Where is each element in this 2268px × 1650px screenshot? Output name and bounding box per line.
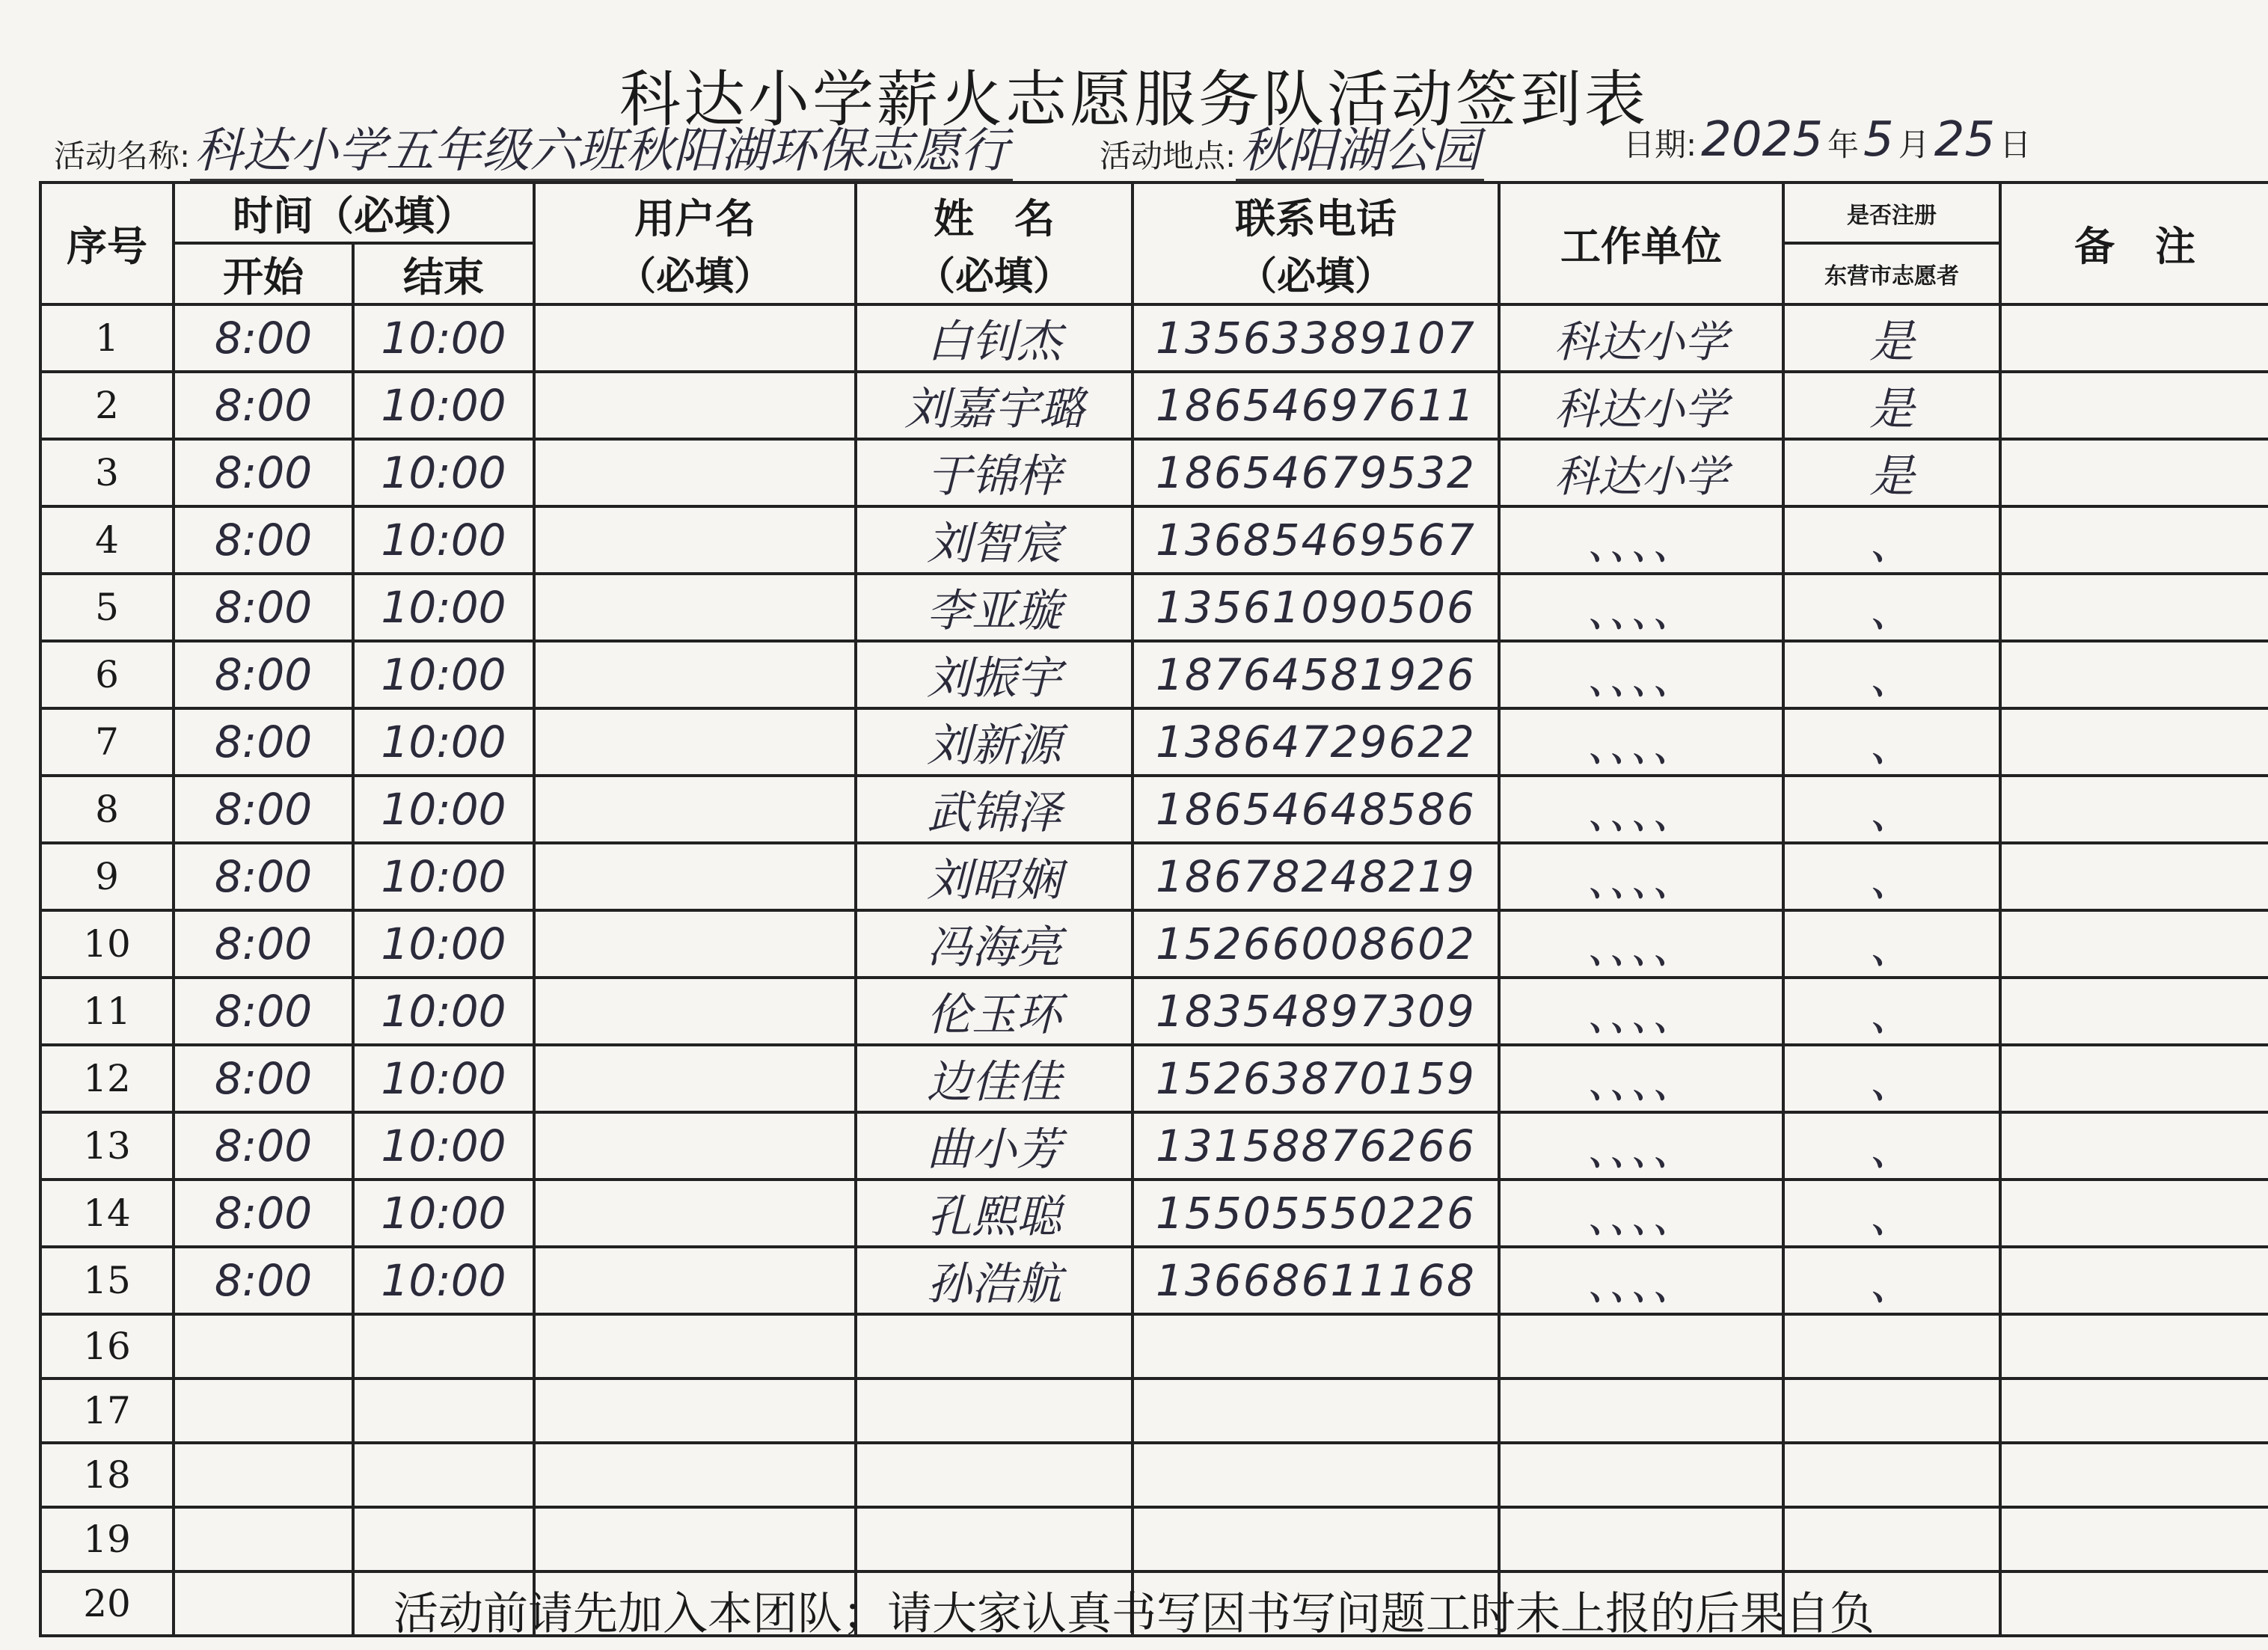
cell-seq: 8	[40, 776, 174, 843]
cell-seq: 5	[40, 574, 174, 641]
cell-remark	[2000, 574, 2268, 641]
cell-unit	[1499, 1507, 1783, 1571]
cell-phone: 13158876266	[1133, 1112, 1499, 1180]
cell-username	[534, 1507, 856, 1571]
cell-registered: 是	[1783, 304, 2000, 372]
table-row	[40, 304, 2268, 372]
cell-name: 刘振宇	[856, 641, 1133, 708]
cell-start-time: 8:00	[174, 439, 353, 506]
cell-registered: 、	[1783, 1247, 2000, 1314]
header-start: 开始	[174, 243, 353, 304]
cell-remark	[2000, 978, 2268, 1045]
cell-seq: 15	[40, 1247, 174, 1314]
cell-remark	[2000, 372, 2268, 439]
cell-end-time: 10:00	[353, 1180, 534, 1247]
cell-registered	[1783, 1443, 2000, 1507]
cell-registered: 、	[1783, 978, 2000, 1045]
cell-name	[856, 1443, 1133, 1507]
cell-registered: 、	[1783, 910, 2000, 978]
cell-start-time: 8:00	[174, 1045, 353, 1112]
cell-end-time: 10:00	[353, 978, 534, 1045]
cell-unit: 、、、、	[1499, 641, 1783, 708]
table-row	[40, 843, 2268, 910]
header-username-label: 用户名	[634, 194, 756, 242]
cell-username	[534, 1112, 856, 1180]
table-row	[40, 506, 2268, 574]
cell-name: 于锦梓	[856, 439, 1133, 506]
cell-start-time: 8:00	[174, 776, 353, 843]
table-row	[40, 910, 2268, 978]
cell-seq: 2	[40, 372, 174, 439]
cell-end-time	[353, 1443, 534, 1507]
cell-unit: 、、、、	[1499, 843, 1783, 910]
date-day-label: 日	[1999, 126, 2032, 163]
cell-start-time: 8:00	[174, 708, 353, 776]
table-header	[40, 183, 2268, 304]
table-row	[40, 372, 2268, 439]
cell-phone	[1133, 1443, 1499, 1507]
cell-phone	[1133, 1314, 1499, 1378]
cell-username	[534, 1443, 856, 1507]
header-time: 时间（必填）	[174, 183, 534, 243]
cell-phone: 18654697611	[1133, 372, 1499, 439]
table-row	[40, 574, 2268, 641]
cell-seq: 19	[40, 1507, 174, 1571]
cell-registered	[1783, 1378, 2000, 1443]
date-year-label: 年	[1827, 126, 1860, 163]
cell-name: 武锦泽	[856, 776, 1133, 843]
cell-remark	[2000, 506, 2268, 574]
cell-phone	[1133, 1507, 1499, 1571]
date-year: 2025	[1701, 112, 1824, 168]
cell-unit: 、、、、	[1499, 1180, 1783, 1247]
location-value: 秋阳湖公园	[1236, 123, 1484, 181]
cell-start-time: 8:00	[174, 304, 353, 372]
cell-phone: 15266008602	[1133, 910, 1499, 978]
cell-start-time	[174, 1378, 353, 1443]
cell-registered: 、	[1783, 1112, 2000, 1180]
cell-registered: 、	[1783, 708, 2000, 776]
cell-phone: 13685469567	[1133, 506, 1499, 574]
cell-remark	[2000, 1507, 2268, 1571]
table-row	[40, 776, 2268, 843]
cell-seq: 11	[40, 978, 174, 1045]
cell-unit: 科达小学	[1499, 304, 1783, 372]
cell-start-time: 8:00	[174, 843, 353, 910]
cell-username	[534, 641, 856, 708]
header-unit: 工作单位	[1499, 183, 1783, 304]
cell-username	[534, 843, 856, 910]
cell-unit: 、、、、	[1499, 506, 1783, 574]
date-month: 5	[1863, 112, 1894, 168]
table-row	[40, 439, 2268, 506]
cell-username	[534, 708, 856, 776]
cell-name: 边佳佳	[856, 1045, 1133, 1112]
cell-registered: 、	[1783, 506, 2000, 574]
table-row	[40, 1180, 2268, 1247]
activity-name-value: 科达小学五年级六班秋阳湖环保志愿行	[190, 123, 1013, 181]
cell-seq: 18	[40, 1443, 174, 1507]
location-field	[1100, 112, 1484, 181]
cell-seq: 10	[40, 910, 174, 978]
cell-unit: 、、、、	[1499, 910, 1783, 978]
cell-remark	[2000, 843, 2268, 910]
table-body	[40, 304, 2268, 1636]
cell-username	[534, 574, 856, 641]
cell-end-time: 10:00	[353, 843, 534, 910]
cell-remark	[2000, 1180, 2268, 1247]
cell-end-time: 10:00	[353, 1112, 534, 1180]
cell-seq: 12	[40, 1045, 174, 1112]
cell-end-time: 10:00	[353, 910, 534, 978]
cell-remark	[2000, 910, 2268, 978]
cell-end-time: 10:00	[353, 1045, 534, 1112]
cell-start-time: 8:00	[174, 1180, 353, 1247]
cell-end-time: 10:00	[353, 708, 534, 776]
header-name-label: 姓 名	[934, 194, 1055, 242]
cell-registered	[1783, 1314, 2000, 1378]
cell-start-time	[174, 1314, 353, 1378]
cell-seq: 20	[40, 1571, 174, 1636]
cell-name: 曲小芳	[856, 1112, 1133, 1180]
header-remark: 备 注	[2000, 183, 2268, 304]
cell-username	[534, 910, 856, 978]
date-day: 25	[1934, 112, 1996, 168]
cell-name: 冯海亮	[856, 910, 1133, 978]
cell-registered: 、	[1783, 574, 2000, 641]
cell-phone: 13561090506	[1133, 574, 1499, 641]
cell-remark	[2000, 1045, 2268, 1112]
cell-username	[534, 439, 856, 506]
header-end: 结束	[353, 243, 534, 304]
cell-username	[534, 978, 856, 1045]
cell-remark	[2000, 439, 2268, 506]
cell-start-time: 8:00	[174, 978, 353, 1045]
cell-start-time: 8:00	[174, 641, 353, 708]
cell-start-time: 8:00	[174, 506, 353, 574]
cell-registered: 是	[1783, 372, 2000, 439]
table-row	[40, 1378, 2268, 1443]
table-row	[40, 1045, 2268, 1112]
cell-unit: 、、、、	[1499, 708, 1783, 776]
cell-unit	[1499, 1443, 1783, 1507]
cell-seq: 1	[40, 304, 174, 372]
cell-start-time: 8:00	[174, 372, 353, 439]
cell-name: 孔熙聪	[856, 1180, 1133, 1247]
cell-phone: 13668611168	[1133, 1247, 1499, 1314]
table-row	[40, 1314, 2268, 1378]
cell-start-time: 8:00	[174, 1112, 353, 1180]
cell-end-time	[353, 1378, 534, 1443]
cell-start-time	[174, 1443, 353, 1507]
cell-name	[856, 1378, 1133, 1443]
header-phone	[1133, 183, 1499, 304]
cell-name: 刘新源	[856, 708, 1133, 776]
cell-phone: 18354897309	[1133, 978, 1499, 1045]
header-phone-req: （必填）	[1237, 254, 1394, 299]
date-label: 日期:	[1623, 126, 1697, 163]
cell-registered: 、	[1783, 843, 2000, 910]
cell-username	[534, 506, 856, 574]
cell-remark	[2000, 641, 2268, 708]
cell-seq: 4	[40, 506, 174, 574]
cell-name: 刘嘉宇璐	[856, 372, 1133, 439]
cell-end-time: 10:00	[353, 1247, 534, 1314]
cell-remark	[2000, 1443, 2268, 1507]
cell-end-time: 10:00	[353, 574, 534, 641]
cell-unit: 科达小学	[1499, 372, 1783, 439]
cell-phone: 15263870159	[1133, 1045, 1499, 1112]
cell-username	[534, 1247, 856, 1314]
cell-registered: 是	[1783, 439, 2000, 506]
header-seq: 序号	[40, 183, 174, 304]
cell-end-time: 10:00	[353, 641, 534, 708]
cell-end-time: 10:00	[353, 304, 534, 372]
cell-unit: 、、、、	[1499, 574, 1783, 641]
cell-name	[856, 1507, 1133, 1571]
cell-registered: 、	[1783, 1180, 2000, 1247]
cell-phone: 18654648586	[1133, 776, 1499, 843]
cell-unit: 、、、、	[1499, 1112, 1783, 1180]
header-phone-label: 联系电话	[1235, 194, 1397, 242]
cell-phone: 18654679532	[1133, 439, 1499, 506]
cell-remark	[2000, 708, 2268, 776]
cell-remark	[2000, 304, 2268, 372]
cell-unit	[1499, 1378, 1783, 1443]
cell-username	[534, 1180, 856, 1247]
cell-seq: 6	[40, 641, 174, 708]
header-name	[856, 183, 1133, 304]
cell-username	[534, 1045, 856, 1112]
footer-note: 活动前请先加入本团队；请大家认真书写因书写问题工时未上报的后果自负	[393, 1588, 1875, 1640]
cell-remark	[2000, 1112, 2268, 1180]
cell-registered: 、	[1783, 1045, 2000, 1112]
cell-phone: 15505550226	[1133, 1180, 1499, 1247]
header-registered-sub: 东营市志愿者	[1783, 243, 2000, 304]
cell-remark	[2000, 776, 2268, 843]
cell-phone	[1133, 1378, 1499, 1443]
header-name-req: （必填）	[916, 254, 1072, 299]
cell-username	[534, 1378, 856, 1443]
cell-username	[534, 372, 856, 439]
table-row	[40, 1507, 2268, 1571]
table-row	[40, 1443, 2268, 1507]
cell-username	[534, 1314, 856, 1378]
cell-seq: 16	[40, 1314, 174, 1378]
cell-unit	[1499, 1314, 1783, 1378]
cell-end-time	[353, 1507, 534, 1571]
cell-start-time: 8:00	[174, 574, 353, 641]
cell-seq: 7	[40, 708, 174, 776]
cell-phone: 13864729622	[1133, 708, 1499, 776]
header-registered: 是否注册	[1783, 183, 2000, 243]
table-row	[40, 1112, 2268, 1180]
cell-unit: 、、、、	[1499, 1247, 1783, 1314]
cell-name: 刘智宸	[856, 506, 1133, 574]
cell-username	[534, 776, 856, 843]
date-field	[1623, 112, 2031, 168]
cell-remark	[2000, 1378, 2268, 1443]
sheet-title: 科达小学薪火志愿服务队活动签到表	[619, 64, 1649, 135]
table-row	[40, 641, 2268, 708]
cell-start-time: 8:00	[174, 910, 353, 978]
cell-end-time: 10:00	[353, 776, 534, 843]
cell-name: 白钊杰	[856, 304, 1133, 372]
cell-unit: 、、、、	[1499, 1045, 1783, 1112]
cell-end-time: 10:00	[353, 439, 534, 506]
cell-registered: 、	[1783, 776, 2000, 843]
cell-unit: 科达小学	[1499, 439, 1783, 506]
table-row	[40, 708, 2268, 776]
cell-start-time: 8:00	[174, 1247, 353, 1314]
cell-phone: 18764581926	[1133, 641, 1499, 708]
cell-end-time	[353, 1314, 534, 1378]
cell-start-time	[174, 1507, 353, 1571]
cell-remark	[2000, 1314, 2268, 1378]
cell-seq: 13	[40, 1112, 174, 1180]
cell-username	[534, 304, 856, 372]
cell-name: 伦玉环	[856, 978, 1133, 1045]
cell-seq: 14	[40, 1180, 174, 1247]
cell-end-time: 10:00	[353, 506, 534, 574]
activity-name-label: 活动名称:	[54, 138, 191, 174]
header-username	[534, 183, 856, 304]
cell-registered	[1783, 1507, 2000, 1571]
cell-seq: 17	[40, 1378, 174, 1443]
cell-name: 孙浩航	[856, 1247, 1133, 1314]
cell-name: 李亚璇	[856, 574, 1133, 641]
cell-name: 刘昭娴	[856, 843, 1133, 910]
cell-registered: 、	[1783, 641, 2000, 708]
cell-name	[856, 1314, 1133, 1378]
location-label: 活动地点:	[1100, 138, 1236, 174]
cell-phone: 13563389107	[1133, 304, 1499, 372]
header-username-req: （必填）	[616, 254, 773, 299]
date-month-label: 月	[1898, 126, 1930, 163]
cell-unit: 、、、、	[1499, 776, 1783, 843]
table-row	[40, 1247, 2268, 1314]
cell-unit: 、、、、	[1499, 978, 1783, 1045]
cell-remark	[2000, 1247, 2268, 1314]
table-row	[40, 978, 2268, 1045]
cell-seq: 3	[40, 439, 174, 506]
cell-phone: 18678248219	[1133, 843, 1499, 910]
sign-in-table	[39, 181, 2268, 1637]
cell-seq: 9	[40, 843, 174, 910]
cell-end-time: 10:00	[353, 372, 534, 439]
activity-name-field	[54, 112, 1013, 181]
